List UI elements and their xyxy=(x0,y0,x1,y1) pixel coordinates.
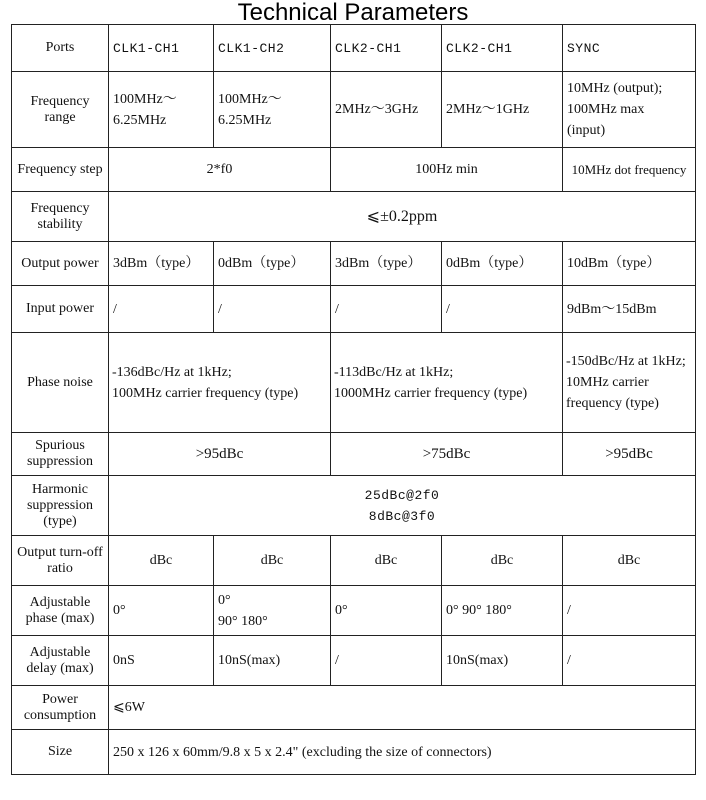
table-cell xyxy=(563,333,696,433)
table-row xyxy=(12,476,696,536)
table-row xyxy=(12,433,696,476)
row-label-output-power: Output power xyxy=(12,242,109,286)
row-label-frequency-stability: Frequency stability xyxy=(12,192,109,242)
table-cell xyxy=(109,333,331,433)
cell-line: 100MHz max xyxy=(567,102,645,117)
cell-line: frequency (type) xyxy=(566,396,659,411)
cell-line: -150dBc/Hz at 1kHz; xyxy=(566,354,686,369)
cell-line: -113dBc/Hz at 1kHz; xyxy=(334,364,454,380)
table-row xyxy=(12,286,696,333)
cell-line: 90° 180° xyxy=(218,613,268,629)
table-cell: dBc xyxy=(109,536,214,586)
cell-line: 8dBc@3f0 xyxy=(368,508,436,524)
table-cell: 10dBm（type） xyxy=(563,242,696,286)
table-cell: / xyxy=(563,586,696,636)
column-header: CLK2-CH1 xyxy=(442,25,563,72)
cell-line: -136dBc/Hz at 1kHz; xyxy=(112,364,232,380)
cell-line: (input) xyxy=(567,123,606,138)
row-label-adjustable-delay: Adjustable delay (max) xyxy=(12,636,109,686)
table-cell: dBc xyxy=(563,536,696,586)
column-header: CLK1-CH1 xyxy=(109,25,214,72)
table-cell: 0° 90° 180° xyxy=(442,586,563,636)
cell-line: 100MHz～ xyxy=(218,91,282,107)
page-title: Technical Parameters xyxy=(237,0,469,26)
technical-parameters-table xyxy=(11,24,696,775)
row-label-frequency-range: Frequency range xyxy=(12,72,109,148)
table-cell: 0dBm（type） xyxy=(214,242,331,286)
table-cell: 100Hz min xyxy=(331,148,563,192)
table-cell xyxy=(109,72,214,148)
table-row xyxy=(12,536,696,586)
table-row xyxy=(12,242,696,286)
table-row xyxy=(12,192,696,242)
table-row xyxy=(12,25,696,72)
table-cell xyxy=(214,72,331,148)
table-cell: >95dBc xyxy=(563,433,696,476)
cell-line: 100MHz～ xyxy=(113,91,177,107)
table-cell xyxy=(563,72,696,148)
row-label-phase-noise: Phase noise xyxy=(12,333,109,433)
table-cell: / xyxy=(109,286,214,333)
cell-line: 1000MHz carrier frequency (type) xyxy=(334,385,528,401)
table-cell: / xyxy=(214,286,331,333)
table-cell: 2MHz～3GHz xyxy=(331,72,442,148)
row-label-output-turn-off-ratio: Output turn-off ratio xyxy=(12,536,109,586)
table-cell: 0° xyxy=(109,586,214,636)
table-cell: 250 x 126 x 60mm/9.8 x 5 x 2.4" (excluding the size of connectors) xyxy=(109,730,696,775)
row-label-power-consumption: Power consumption xyxy=(12,686,109,730)
table-cell: 10MHz dot frequency xyxy=(563,148,696,192)
table-row xyxy=(12,333,696,433)
column-header: CLK1-CH2 xyxy=(214,25,331,72)
table-row xyxy=(12,72,696,148)
row-label-size: Size xyxy=(12,730,109,775)
table-cell: dBc xyxy=(214,536,331,586)
cell-line: 10MHz (output); xyxy=(567,81,663,96)
table-cell: dBc xyxy=(442,536,563,586)
cell-line: 6.25MHz xyxy=(218,112,272,128)
row-label-input-power: Input power xyxy=(12,286,109,333)
table-cell: / xyxy=(331,636,442,686)
table-cell: ⩽6W xyxy=(109,686,696,730)
table-row xyxy=(12,636,696,686)
table-cell: 10nS(max) xyxy=(442,636,563,686)
table-cell: >95dBc xyxy=(109,433,331,476)
table-cell: 2*f0 xyxy=(109,148,331,192)
table-cell: 0dBm（type） xyxy=(442,242,563,286)
table-cell: >75dBc xyxy=(331,433,563,476)
table-cell: / xyxy=(563,636,696,686)
table-cell: 10nS(max) xyxy=(214,636,331,686)
row-label-spurious-suppression: Spurious suppression xyxy=(12,433,109,476)
table-cell: 0° xyxy=(331,586,442,636)
cell-line: 10MHz carrier xyxy=(566,375,649,390)
table-cell: 9dBm～15dBm xyxy=(563,286,696,333)
table-cell: 0nS xyxy=(109,636,214,686)
table-cell xyxy=(331,333,563,433)
table-cell: / xyxy=(442,286,563,333)
table-row xyxy=(12,148,696,192)
cell-line: 100MHz carrier frequency (type) xyxy=(112,385,299,401)
cell-line: 0° xyxy=(218,592,231,608)
table-cell xyxy=(214,586,331,636)
table-cell: ⩽±0.2ppm xyxy=(109,192,696,242)
cell-line: 25dBc@2f0 xyxy=(364,487,440,503)
table-cell: 3dBm（type） xyxy=(331,242,442,286)
table-cell: dBc xyxy=(331,536,442,586)
row-label-ports: Ports xyxy=(12,25,109,72)
table-row xyxy=(12,586,696,636)
table-cell: 3dBm（type） xyxy=(109,242,214,286)
table-row xyxy=(12,730,696,775)
row-label-adjustable-phase: Adjustable phase (max) xyxy=(12,586,109,636)
table-cell: 2MHz～1GHz xyxy=(442,72,563,148)
row-label-harmonic-suppression: Harmonic suppression (type) xyxy=(12,476,109,536)
cell-line: 6.25MHz xyxy=(113,112,167,128)
table-row xyxy=(12,686,696,730)
column-header: CLK2-CH1 xyxy=(331,25,442,72)
row-label-frequency-step: Frequency step xyxy=(12,148,109,192)
column-header: SYNC xyxy=(563,25,696,72)
table-cell: / xyxy=(331,286,442,333)
table-cell xyxy=(109,476,696,536)
